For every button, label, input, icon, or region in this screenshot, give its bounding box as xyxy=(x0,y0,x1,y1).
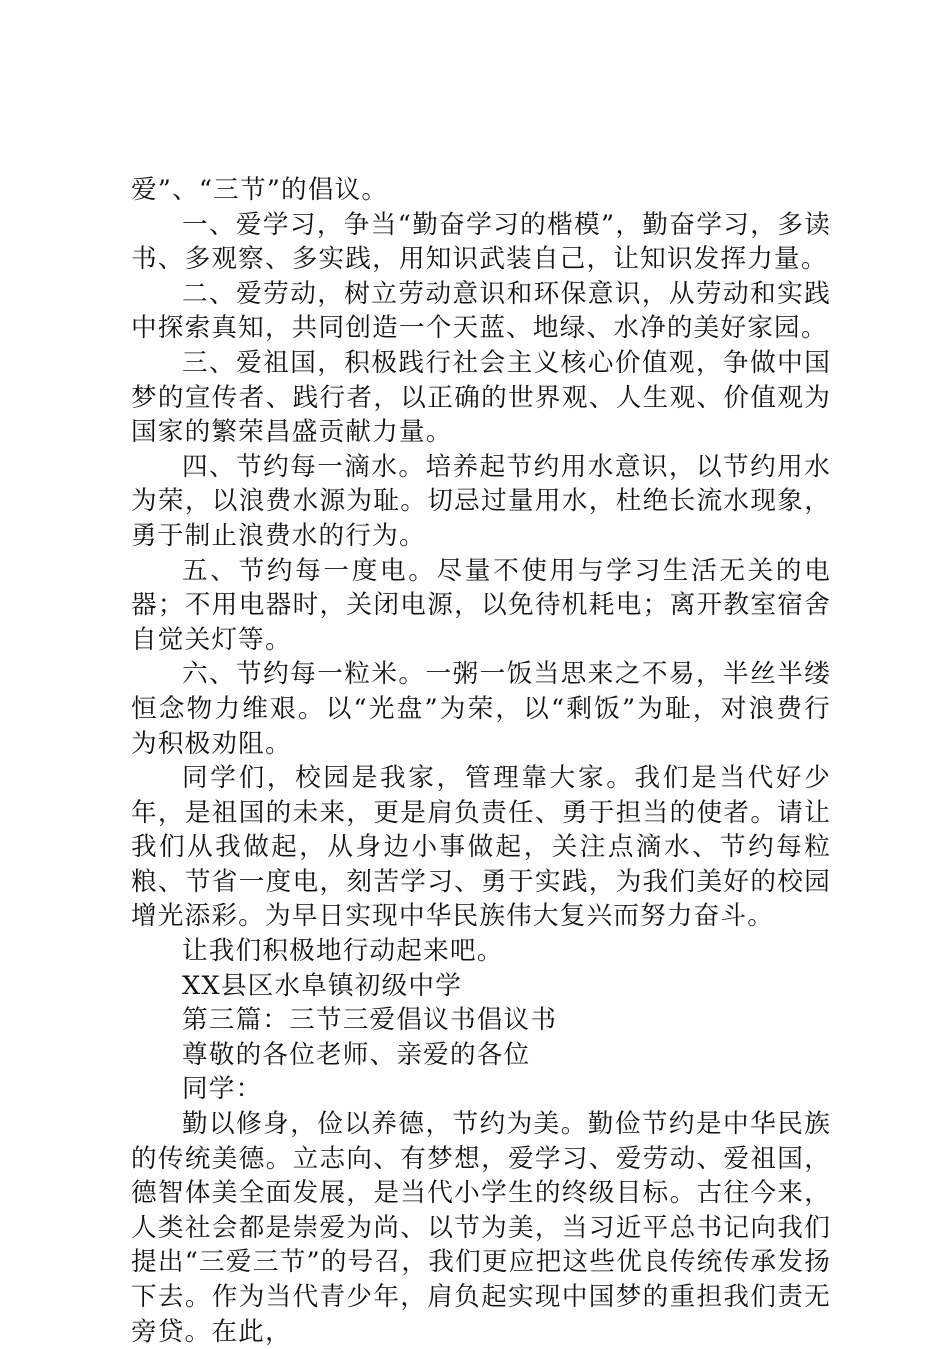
paragraph-intro: 勤以修身，俭以养德，节约为美。勤俭节约是中华民族的传统美德。立志向、有梦想，爱学习、爱劳动、爱祖国，德智体美全面发展，是当代小学生的终级目标。古往今来，人类社会都是崇爱为尚、以节为美，当习近平总书记向我们提出“三爱三节”的号召，我们更应把这些优良传统传承发扬下去。作为当代青少年，肩负起实现中国梦的重担我们责无旁贷。在此， xyxy=(131,1109,831,1347)
paragraph-signature: XX县区水阜镇初级中学 xyxy=(182,970,462,1001)
paragraph-item-4: 四、节约每一滴水。培养起节约用水意识，以节约用水为荣，以浪费水源为耻。切忌过量用水，杜绝长流水现象，勇于制止浪费水的行为。 xyxy=(131,451,831,551)
paragraph-continuation: 爱”、“三节”的倡议。 xyxy=(131,175,389,205)
paragraph-item-2: 二、爱劳动，树立劳动意识和环保意识，从劳动和实践中探索真知，共同创造一个天蓝、地绿、水净的美好家园。 xyxy=(131,278,831,344)
salutation-line-2: 同学： xyxy=(182,1074,263,1105)
paragraph-appeal: 同学们，校园是我家，管理靠大家。我们是当代好少年，是祖国的未来，更是肩负责任、勇于担当的使者。请让我们从我做起，从身边小事做起，关注点滴水、节约每粒粮、节省一度电，刻苦学习、勇于实践，为我们美好的校园增光添彩。为早日实现中华民族伟大复兴而努力奋斗。 xyxy=(131,763,831,932)
paragraph-item-6: 六、节约每一粒米。一粥一饭当思来之不易，半丝半缕恒念物力维艰。以“光盘”为荣，以“剩饭”为耻，对浪费行为积极劝阻。 xyxy=(131,659,831,759)
paragraph-item-3: 三、爱祖国，积极践行社会主义核心价值观，争做中国梦的宣传者、践行者，以正确的世界观、人生观、价值观为国家的繁荣昌盛贡献力量。 xyxy=(131,347,831,448)
paragraph-item-5: 五、节约每一度电。尽量不使用与学习生活无关的电器；不用电器时，关闭电源，以免待机耗电；离开教室宿舍自觉关灯等。 xyxy=(131,555,831,655)
document-body xyxy=(131,173,831,1349)
salutation-line-1: 尊敬的各位老师、亲爱的各位 xyxy=(182,1039,531,1070)
section-heading: 第三篇：三节三爱倡议书倡议书 xyxy=(182,1005,558,1036)
paragraph-item-1: 一、爱学习，争当“勤奋学习的楷模”，勤奋学习，多读书、多观察、多实践，用知识武装自己，让知识发挥力量。 xyxy=(131,209,831,275)
paragraph-call-to-action: 让我们积极地行动起来吧。 xyxy=(182,936,504,967)
